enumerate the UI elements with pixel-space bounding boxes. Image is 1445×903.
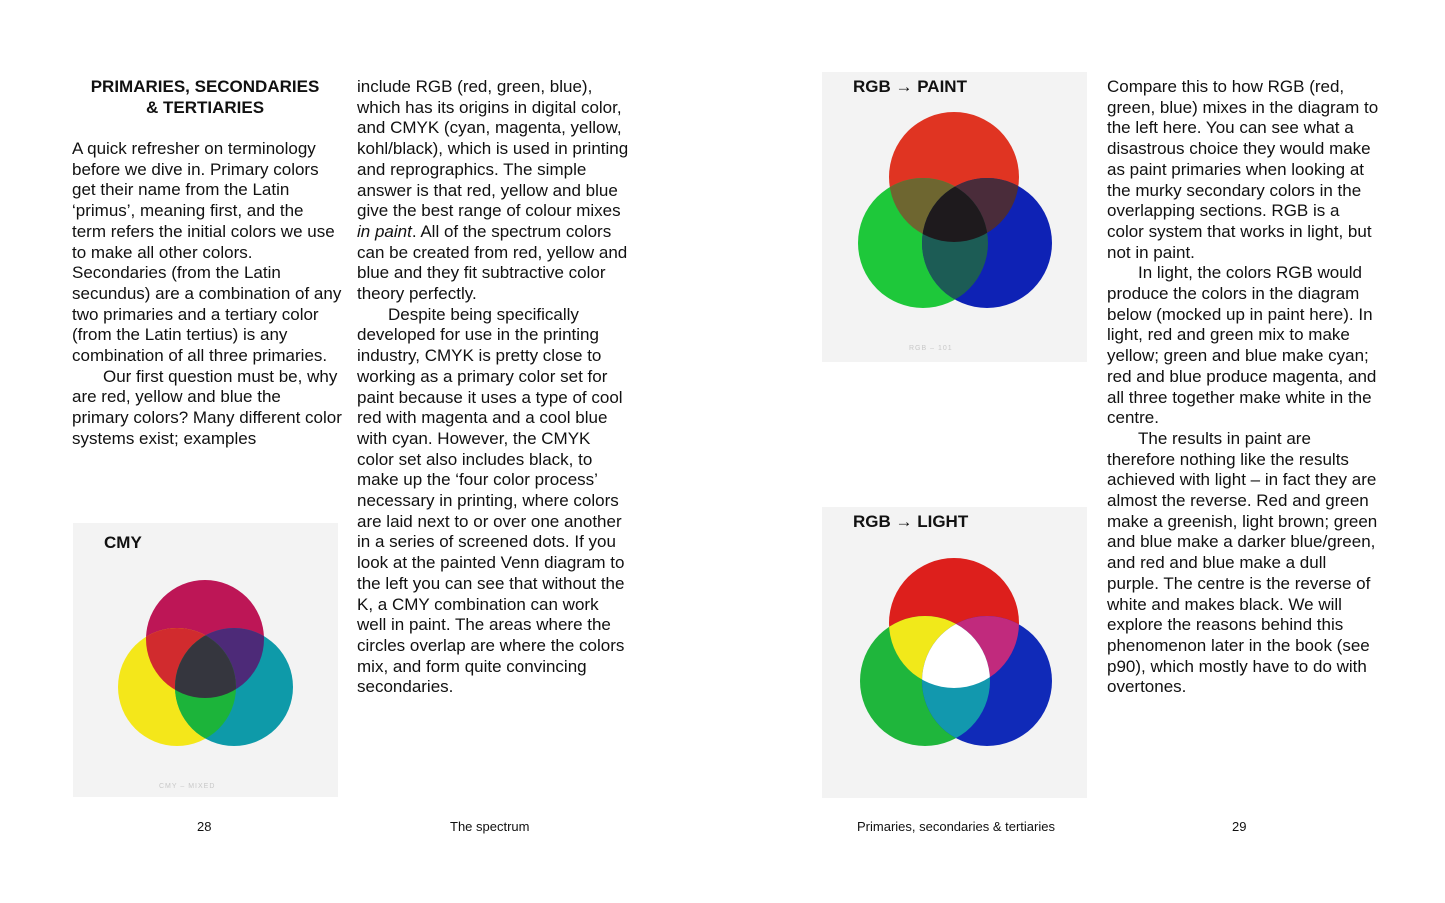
text-run: . All of the spectrum colors can be created from red, yellow and blue and they fit subtractive color theory perfectly. xyxy=(357,221,628,304)
rgb-paint-venn-diagram xyxy=(822,72,1087,362)
left-column-text xyxy=(72,139,342,450)
paragraph: Compare this to how RGB (red, green, blue) mixes in the diagram to the left here. You can see what a disastrous choice they would make as paint primaries when looking at the murky secondary colors in the overlapping sections. RGB is a color system that works in light, but not in paint. xyxy=(1107,77,1379,262)
figure-label: RGB → LIGHT xyxy=(853,512,969,531)
cmy-venn-diagram xyxy=(73,523,338,797)
figure-cmy xyxy=(73,523,338,797)
figure-rgb-paint xyxy=(822,72,1087,362)
italic-text: in paint xyxy=(357,221,412,241)
figure-rgb-light xyxy=(822,507,1087,798)
page-number: 28 xyxy=(197,819,212,834)
running-footer: The spectrum xyxy=(450,819,530,834)
pencil-note: CMY – MIXED xyxy=(159,783,216,790)
right-column-text xyxy=(1107,77,1379,698)
section-heading-line1: PRIMARIES, SECONDARIES xyxy=(90,77,320,96)
section-heading xyxy=(72,77,338,118)
paragraph: In light, the colors RGB would produce the colors in the diagram below (mocked up in paint here). In light, red and green mix to make yellow; green and blue make cyan; red and blue produce magenta, and all three together make white in the centre. xyxy=(1107,263,1377,428)
paragraph: A quick refresher on terminology before we dive in. Primary colors get their name from the Latin ‘primus’, meaning first, and the term refers the initial colors we use to make all other colors. Secondaries (from the Latin secundus) are a combination of any two primaries and a tertiary color (from the Latin tertius) is any combination of all three primaries. xyxy=(72,139,342,366)
figure-label: CMY xyxy=(104,533,142,552)
running-footer: Primaries, secondaries & tertiaries xyxy=(857,819,1055,834)
text-run: include RGB (red, green, blue), which has its origins in digital color, and CMYK (cyan, magenta, yellow, kohl/black), which is used in printing and reprographics. The simple answer is that red, yellow and blue give the best range of colour mixes xyxy=(357,77,629,221)
section-heading-line2: & TERTIARIES xyxy=(145,97,265,117)
middle-column-text xyxy=(357,77,629,698)
paragraph xyxy=(357,77,629,305)
paragraph: Despite being specifically developed for use in the printing industry, CMYK is pretty close to working as a primary color set for paint because it uses a type of cool red with magenta and a cool blue with cyan. However, the CMYK color set also includes black, to make up the ‘four color process’ necessary in printing, where colors are laid next to or over one another in a series of screened dots. If you look at the painted Venn diagram to the left you can see that without the K, a CMY combination can work well in paint. The areas where the circles overlap are where the colors mix, and form quite convincing secondaries. xyxy=(357,304,625,697)
page-number: 29 xyxy=(1232,819,1247,834)
paragraph: The results in paint are therefore nothing like the results achieved with light – in fact they are almost the reverse. Red and green make a greenish, light brown; green and blue make a darker blue/green, and red and blue make a dull purple. The centre is the reverse of white and makes black. We will explore the reasons behind this phenomenon later in the book (see p90), which mostly have to do with overtones. xyxy=(1107,428,1378,697)
pencil-note: RGB – 101 xyxy=(909,345,953,352)
rgb-light-venn-diagram xyxy=(822,507,1087,798)
paragraph: Our first question must be, why are red, yellow and blue the primary colors? Many different color systems exist; examples xyxy=(72,366,342,448)
figure-label: RGB → PAINT xyxy=(853,77,967,96)
